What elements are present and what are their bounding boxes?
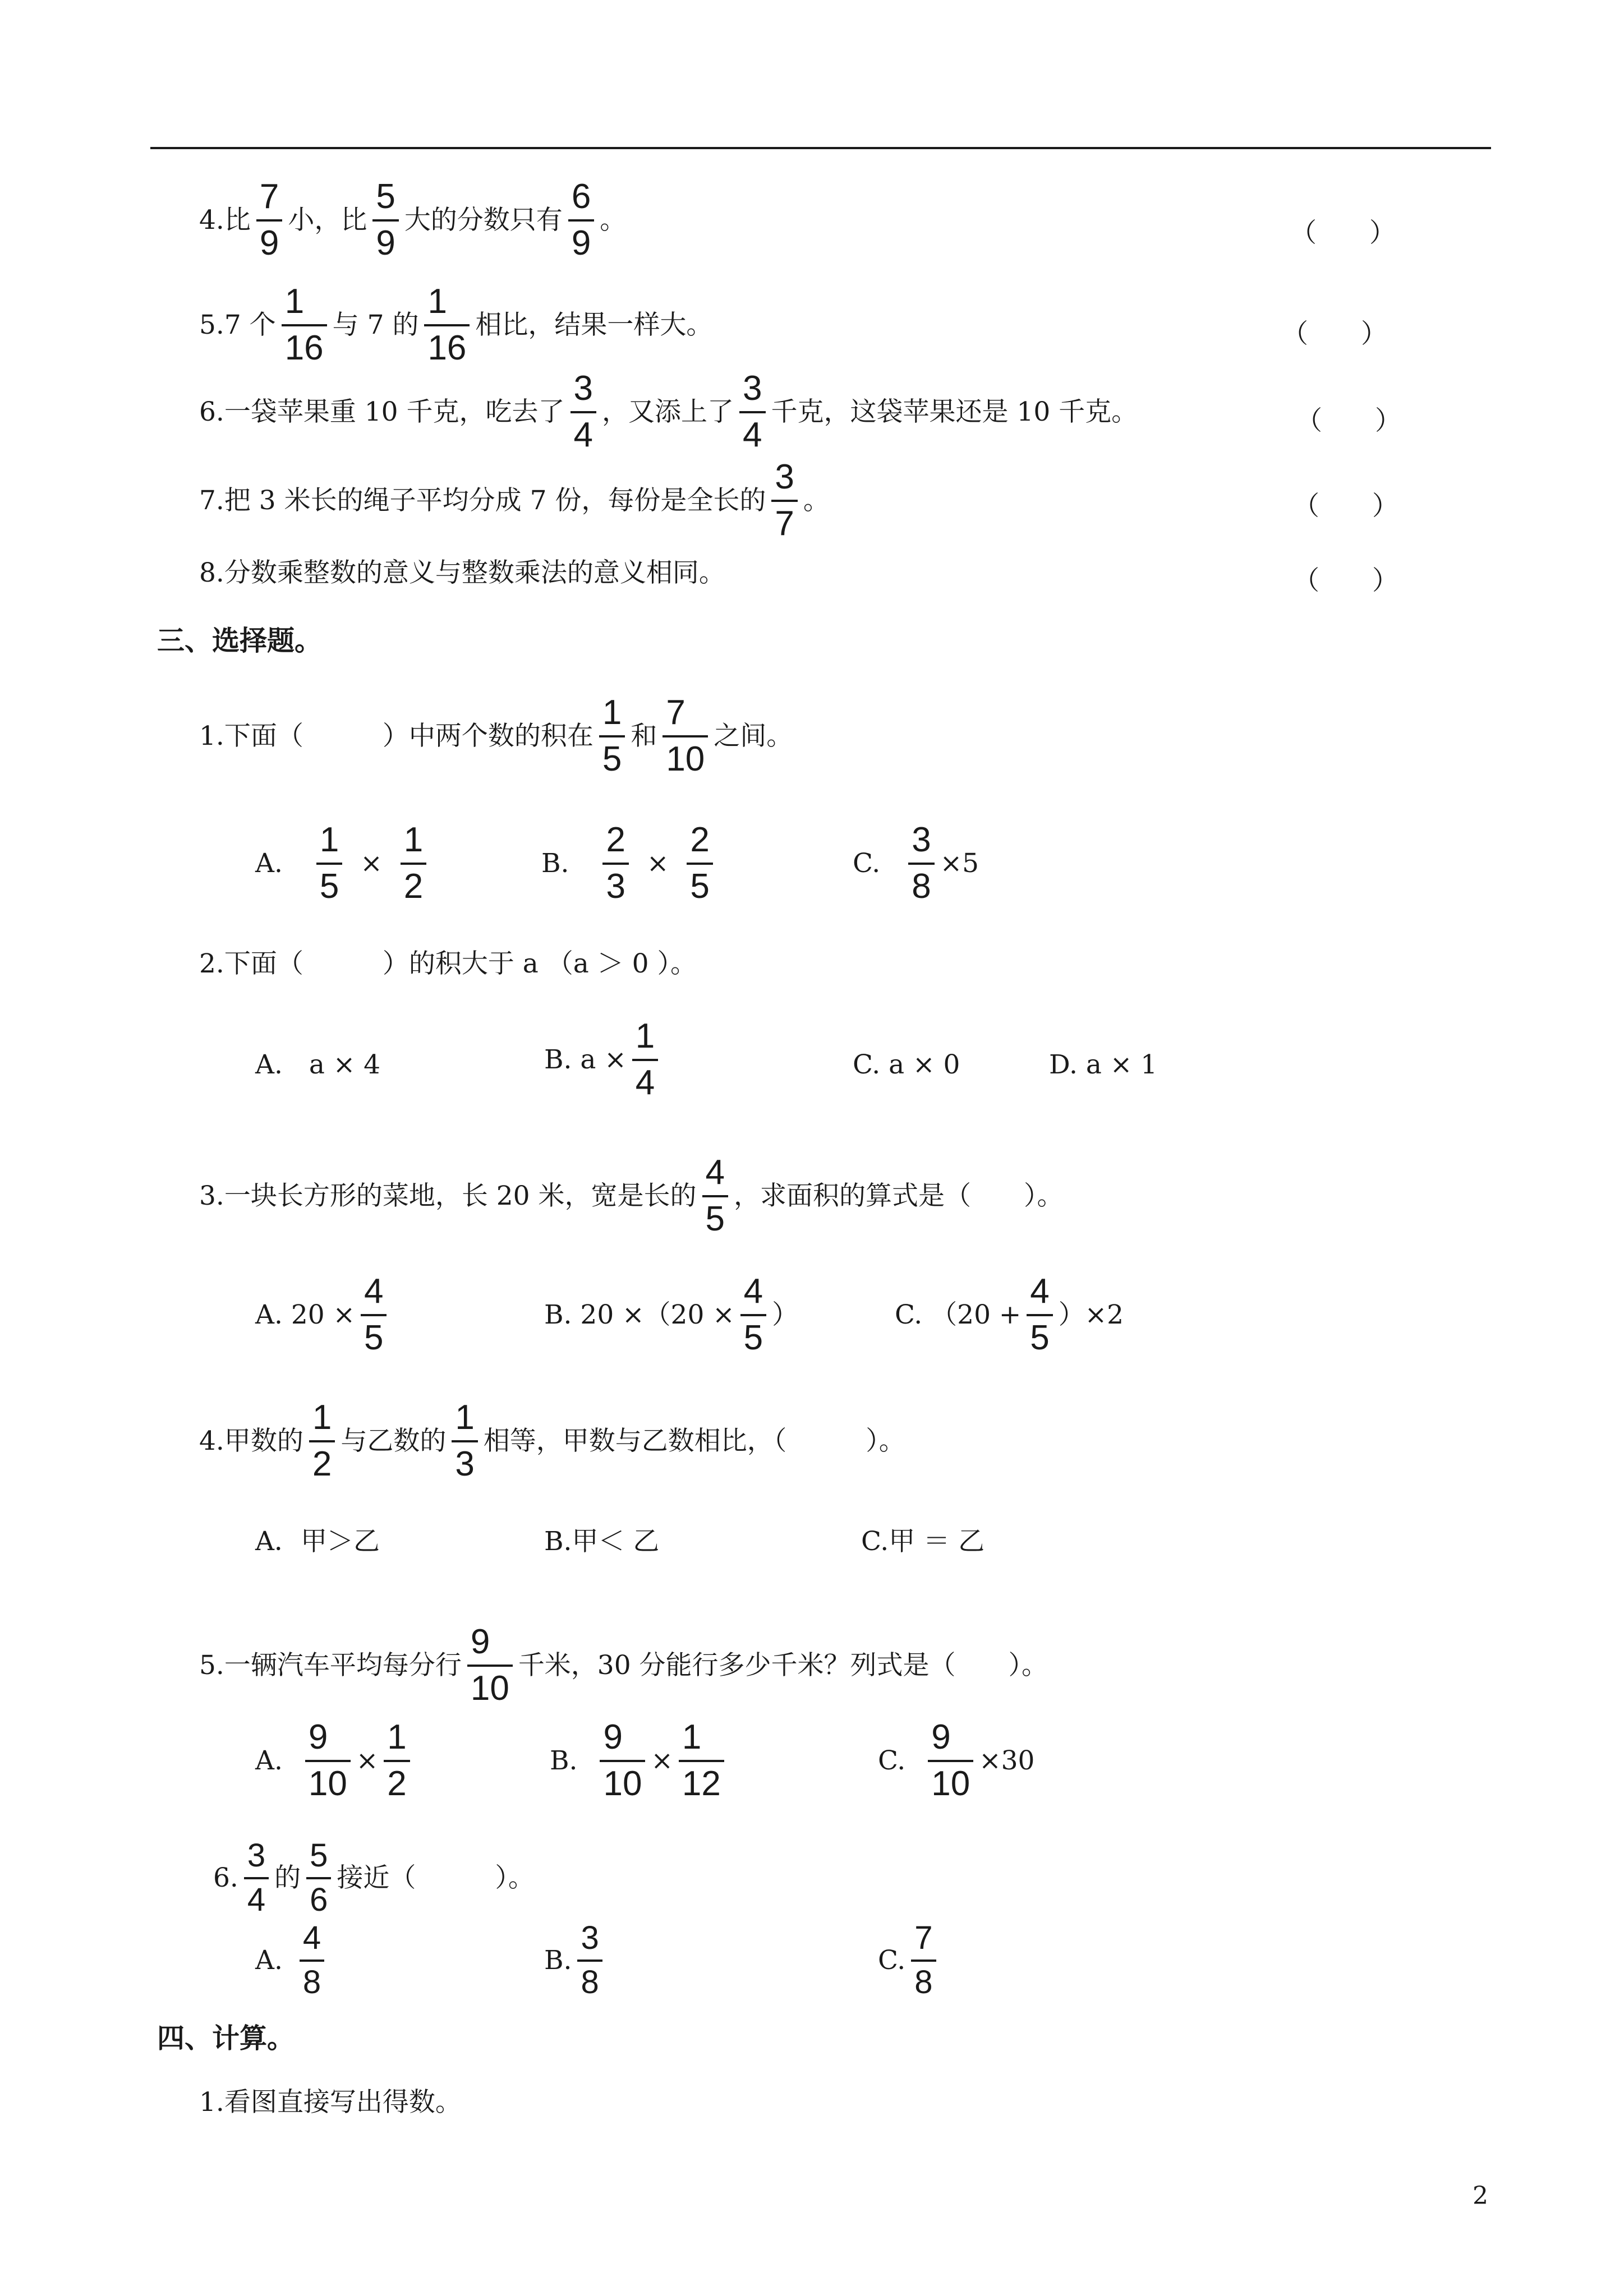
option-a[interactable]: [255, 1921, 330, 2000]
fraction: $\frac{2}{3}$: [602, 822, 628, 906]
fraction: $\frac{3}{8}$: [908, 822, 934, 906]
option-label: A. a × 4: [255, 1049, 381, 1080]
item-text: 8.分数乘整数的意义与整数乘法的意义相同。: [199, 557, 725, 588]
fraction: $\frac{7}{9}$: [256, 178, 282, 262]
fraction: $\frac{5}{9}$: [372, 178, 398, 262]
answer-bracket[interactable]: （ ）: [1296, 405, 1401, 436]
fraction: $\frac{1}{12}$: [679, 1719, 724, 1803]
item-text: 小，比: [288, 205, 367, 236]
option-a[interactable]: [255, 1049, 381, 1080]
item-text: 4.比: [199, 205, 251, 236]
option-b[interactable]: [550, 1719, 730, 1803]
option-b[interactable]: [541, 822, 719, 906]
fraction: $\frac{1}{5}$: [316, 822, 342, 906]
item-text: 7.把 3 米长的绳子平均分成 7 份，每份是全长的: [199, 485, 766, 517]
question-1: [199, 2087, 462, 2118]
item-text: 6.一袋苹果重 10 千克，吃去了: [199, 397, 565, 428]
fraction: $\frac{6}{9}$: [568, 178, 594, 262]
operator: ×: [651, 1745, 673, 1777]
fraction: $\frac{7}{8}$: [911, 1921, 936, 2000]
option-label: A.: [255, 848, 283, 879]
fraction: $\frac{1}{2}$: [401, 822, 426, 906]
item-text: 与 7 的: [332, 310, 419, 341]
item-text: ，又添上了: [602, 397, 734, 428]
item-text: 。: [600, 205, 627, 236]
option-b[interactable]: [544, 1528, 659, 1555]
item-text: ，求面积的算式是（ ）。: [734, 1181, 1064, 1212]
header-rule: [150, 147, 1491, 149]
fraction: $\frac{1}{5}$: [599, 694, 625, 778]
question-4: [199, 1399, 905, 1483]
item-text: 之间。: [714, 721, 793, 752]
option-label: B.: [541, 848, 569, 879]
option-a[interactable]: [255, 1719, 416, 1803]
fraction: $\frac{1}{16}$: [424, 283, 470, 367]
option-label: C. a × 0: [853, 1049, 960, 1080]
judgement-item-8: [199, 557, 725, 588]
answer-bracket[interactable]: （ ）: [1282, 319, 1387, 349]
option-c[interactable]: [853, 822, 979, 906]
fraction: $\frac{9}{10}$: [600, 1719, 645, 1803]
item-text: 与乙数的: [341, 1426, 447, 1457]
option-label: C. （20 +: [895, 1299, 1022, 1331]
judgement-item-5: [199, 283, 712, 367]
option-c[interactable]: [878, 1921, 942, 2000]
fraction: $\frac{1}{16}$: [282, 283, 327, 367]
option-label: A.: [255, 1745, 283, 1777]
item-text: ）: [772, 1299, 799, 1331]
section-title: 三、选择题。: [157, 624, 323, 657]
judgement-item-4: [199, 178, 626, 262]
fraction: $\frac{3}{4}$: [571, 370, 596, 454]
option-a[interactable]: [255, 1528, 380, 1555]
question-6: [213, 1838, 535, 1917]
option-c[interactable]: [878, 1719, 1034, 1803]
item-text: ×5: [940, 848, 979, 879]
fraction: $\frac{4}{5}$: [740, 1273, 766, 1357]
fraction: $\frac{3}{7}$: [771, 459, 797, 543]
fraction: $\frac{3}{4}$: [739, 370, 765, 454]
fraction: $\frac{4}{5}$: [1027, 1273, 1052, 1357]
option-label: A．甲＞乙: [255, 1526, 380, 1557]
fraction: $\frac{1}{4}$: [632, 1018, 658, 1102]
option-label: C.甲 ＝ 乙: [861, 1526, 985, 1557]
fraction: $\frac{2}{5}$: [687, 822, 712, 906]
question-1: [199, 694, 793, 778]
item-text: ×30: [979, 1745, 1035, 1777]
option-label: B.: [544, 1945, 572, 1976]
option-a[interactable]: [255, 822, 432, 906]
item-text: 5.一辆汽车平均每分行: [199, 1650, 462, 1681]
item-text: ）×2: [1058, 1299, 1124, 1331]
operator: ×: [356, 1745, 379, 1777]
item-text: 。: [803, 485, 830, 517]
item-text: 相比，结果一样大。: [475, 310, 713, 341]
item-text: 接近（ ）。: [337, 1862, 535, 1894]
fraction: $\frac{7}{10}$: [663, 694, 708, 778]
answer-bracket[interactable]: （ ）: [1293, 565, 1398, 596]
fraction: $\frac{9}{10}$: [305, 1719, 351, 1803]
fraction: $\frac{4}{5}$: [702, 1154, 728, 1238]
fraction: $\frac{9}{10}$: [467, 1624, 513, 1708]
option-b[interactable]: [544, 1921, 608, 2000]
fraction: $\frac{9}{10}$: [928, 1719, 973, 1803]
item-text: 6.: [213, 1862, 238, 1894]
option-b[interactable]: [544, 1273, 798, 1357]
fraction: $\frac{3}{4}$: [244, 1838, 269, 1917]
item-text: 相等，甲数与乙数相比，（ ）。: [483, 1426, 905, 1457]
item-text: 千米，30 分能行多少千米？列式是（ ）。: [518, 1650, 1048, 1681]
fraction: $\frac{5}{6}$: [306, 1838, 331, 1917]
option-d[interactable]: [1049, 1049, 1158, 1080]
item-text: 4.甲数的: [199, 1426, 303, 1457]
question-3: [199, 1154, 1064, 1238]
item-text: 5.7 个: [199, 310, 276, 341]
option-c[interactable]: [861, 1528, 984, 1555]
option-label: A. 20 ×: [255, 1299, 355, 1331]
item-text: 千克，这袋苹果还是 10 千克。: [771, 397, 1138, 428]
page-number: 2: [1473, 2182, 1488, 2210]
question-2: [199, 948, 697, 979]
operator: ×: [360, 848, 383, 879]
option-label: B.: [550, 1745, 578, 1777]
item-text: 的: [274, 1862, 301, 1894]
item-text: 3.一块长方形的菜地，长 20 米，宽是长的: [199, 1181, 697, 1212]
item-text: 大的分数只有: [404, 205, 563, 236]
option-label: C.: [878, 1745, 906, 1777]
fraction: $\frac{4}{5}$: [361, 1273, 387, 1357]
answer-bracket[interactable]: （ ）: [1293, 491, 1398, 522]
fraction: $\frac{1}{2}$: [309, 1399, 335, 1483]
fraction: $\frac{1}{3}$: [452, 1399, 477, 1483]
option-label: C.: [878, 1945, 906, 1976]
answer-bracket[interactable]: （ ）: [1290, 218, 1396, 248]
option-label: D. a × 1: [1049, 1049, 1158, 1080]
operator: ×: [646, 848, 669, 879]
question-5: [199, 1624, 1048, 1708]
option-a[interactable]: [255, 1273, 392, 1357]
judgement-item-7: [199, 459, 830, 543]
fraction: $\frac{1}{2}$: [384, 1719, 410, 1803]
option-label: A.: [255, 1945, 283, 1976]
item-text: 2.下面（ ）的积大于 a （a ＞ 0 ）。: [199, 948, 697, 979]
option-label: C.: [853, 848, 881, 879]
option-label: B. a ×: [544, 1044, 627, 1076]
option-c[interactable]: [895, 1273, 1124, 1357]
item-text: 和: [631, 721, 657, 752]
option-b[interactable]: [544, 1018, 664, 1102]
judgement-item-6: [199, 370, 1138, 454]
option-c[interactable]: [853, 1049, 960, 1080]
fraction: $\frac{4}{8}$: [300, 1921, 324, 2000]
option-label: B. 20 ×（20 ×: [544, 1299, 735, 1331]
option-label: B.甲＜ 乙: [544, 1526, 660, 1557]
item-text: 1.下面（ ）中两个数的积在: [199, 721, 594, 752]
fraction: $\frac{3}{8}$: [577, 1921, 602, 2000]
section-title: 四、计算。: [157, 2022, 295, 2054]
item-text: 1.看图直接写出得数。: [199, 2087, 462, 2118]
